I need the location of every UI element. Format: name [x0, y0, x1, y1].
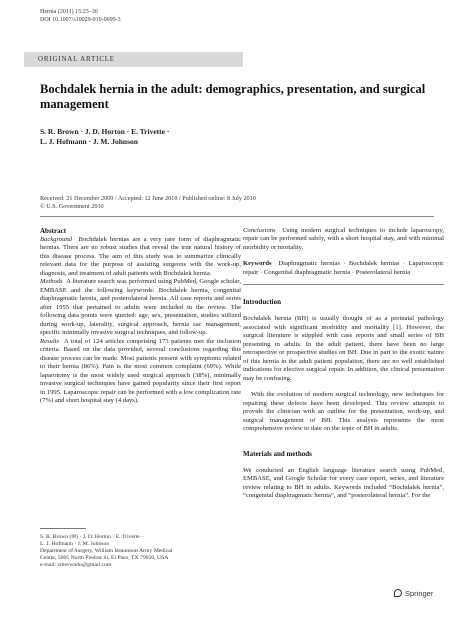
keywords-label: Keywords [243, 260, 272, 268]
doi-line: DOI 10.1007/s10029-010-0699-3 [40, 17, 121, 23]
header-divider [40, 216, 434, 217]
results-text: A total of 124 articles comprising 173 patients met the inclusion criteria. Based on the data provided, several conclusions regarding this disease process can be made. Most patients present with symptoms related to their hernia (86%). Pain is the most common complaint (69%). While laparotomy is the most widely used surgical approach (38%), minimally invasive surgical techniques have gained popularity since their first report in 1995. Laparoscopic repair can be performed with a low complication rate (7%) and short hospital stay (4 days). [40, 337, 241, 405]
abstract-heading: Abstract [40, 227, 67, 235]
results-label: Results [40, 337, 60, 345]
keywords-divider [243, 284, 444, 285]
methods-label: Methods [40, 278, 63, 286]
footnote-line: L. J. Hofmann · J. M. Johnson [40, 541, 110, 548]
keywords-text: Diaphragmatic hernias · Bochdalek hernias · Laparoscopic repair · Congenital diaphragmatic hernia · Posterolateral hernia [243, 260, 444, 276]
introduction-paragraph: Bochdalek hernia (BH) is usually thought of as a perinatal pathology associated with significant morbidity and mortality [1]. However, the surgical literature is stippled with case reports and small series of BH presenting in adults. In the adult patient, there have been no large retrospective or prospective studies on BH. Due in part to the exotic nature of this hernia in the adult patient population, there are no well established indications for elective surgical repair. In addition, the clinical presentation may be confusing. [243, 315, 444, 382]
footnote-divider [40, 528, 86, 529]
introduction-paragraph: With the evolution of modern surgical technology, new techniques for repairing these defects have been developed. This review attempts to provide the clinician with an outline for the presentation, work-up, and surgical management of BH. This analysis represents the most comprehensive review to date on the topic of BH in adults. [243, 391, 444, 433]
author-line: S. R. Brown · J. D. Horton · E. Trivette · [40, 127, 170, 136]
author-affiliation [40, 534, 240, 569]
introduction-heading: Introduction [243, 298, 281, 307]
abstract-methods [40, 278, 241, 337]
abstract-background [40, 236, 241, 278]
conclusions-label: Conclusions [243, 227, 276, 234]
background-text: Bochdalek hernias are a very rare form of diaphragmatic hernias. There are no robust studies that reveal the true natural history of this disease process. The aim of this study was to summarize clinically relevant data for the purpose of assisting surgeons with the work-up, diagnosis, and treatment of adult patients with Bochdalek hernia. [40, 236, 241, 277]
abstract-conclusions [243, 227, 444, 252]
author-email: e-mail: srbrowndo@gmail.com [40, 562, 112, 569]
abstract-results [40, 338, 241, 406]
springer-horse-icon [394, 589, 402, 597]
conclusions-text: Using modern surgical techniques to include laparoscopy, repair can be performed safely, with a short hospital stay, and with minimal morbidity or mortality. [243, 227, 444, 251]
materials-paragraph: We conducted an English language literature search using PubMed, EMBASE, and Google Scholar for every case report, series, and literature review relating to BH in adults. Keywords included “Bochdalek hernia”, “congenital diaphragmatic hernia”, and “posterolateral hernia”. For the [243, 466, 444, 500]
footnote-line: S. R. Brown (✉) · J. D. Horton · E. Trivette · [40, 534, 144, 540]
keywords-block [243, 260, 444, 277]
publisher-logo [394, 589, 433, 598]
author-line: L. J. Hofmann · J. M. Johnson [40, 137, 138, 146]
materials-heading: Materials and methods [243, 449, 312, 458]
publisher-name: Springer [405, 589, 434, 598]
publication-dates [40, 195, 460, 211]
article-type-banner [24, 52, 243, 67]
history-dates: Received: 21 December 2009 / Accepted: 12 June 2010 / Published online: 8 July 2010 [40, 195, 256, 202]
journal-citation: Hernia (2011) 15:23–30 [40, 9, 98, 15]
methods-text: A literature search was performed using PubMed, Google scholar, EMBASE and the following keywords: Bochdalek hernia, congenital diaphragmatic hernia, and posterolateral hernia. All case reports and series after 1955 that pertained to adults were included in the review. The following data points were queried: age, sex, presentation, studies utilized during work-up, laterality, surgical approach, hernia sac management, specific minimally invasive surgical techniques, and follow-up. [40, 278, 241, 337]
article-title: Bochdalek hernia in the adult: demographics, presentation, and surgical management [40, 82, 426, 111]
left-column [40, 227, 241, 406]
background-label: Background [40, 236, 72, 243]
author-list [40, 127, 340, 147]
right-column [243, 227, 444, 501]
copyright-line: © U.S. Government 2010 [40, 203, 104, 210]
footnote-line: Department of Surgery, William Beaumont Army Medical [40, 548, 173, 555]
footnote-line: Center, 5005 North Piedras St, El Paso, TX 79920, USA [40, 555, 169, 562]
article-type-label: ORIGINAL ARTICLE [38, 55, 115, 63]
